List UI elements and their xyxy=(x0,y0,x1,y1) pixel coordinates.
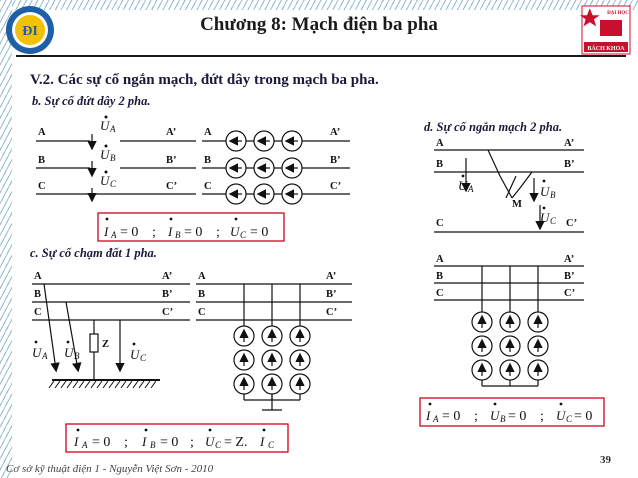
generator-cell xyxy=(282,131,302,151)
subsection-d-title: d. Sự cố ngắn mạch 2 pha. xyxy=(424,120,563,134)
eq-b-I-A: I xyxy=(104,224,109,239)
eq-c-I-A: I xyxy=(74,434,79,449)
eq-d-part-1: = 0 xyxy=(442,409,461,424)
subsection-c-title: c. Sự cố chạm đất 1 pha. xyxy=(30,246,157,260)
eq-c-part-1: = 0 xyxy=(92,435,111,450)
eq-b-part-2: ; xyxy=(152,225,156,240)
diag-b2-generators xyxy=(226,131,302,204)
diag-c-label-Z: Z xyxy=(102,339,110,350)
diag-b-label-A2: A’ xyxy=(166,127,177,138)
diag-c-label-B: B xyxy=(34,289,42,300)
logo-right-text-top: ĐẠI HỌC xyxy=(607,11,629,16)
diag-c-label-C2: C’ xyxy=(162,307,174,318)
diagram-d xyxy=(434,150,584,232)
footer-credit: Cơ sở kỹ thuật điện 1 - Nguyễn Việt Sơn - 2010 xyxy=(6,463,214,475)
generator-cell xyxy=(500,360,520,380)
diag-d2-label-C: C xyxy=(436,288,444,299)
diag-b-UA: U xyxy=(100,118,110,133)
diag-c-label-A: A xyxy=(34,271,42,282)
diag-d-UA-sub: A xyxy=(468,184,474,194)
eq-d-part-3: = 0 xyxy=(508,409,527,424)
eq-c-sub-C: C xyxy=(215,440,222,450)
diag-b2-label-A2: A’ xyxy=(330,127,341,138)
diag-c2-label-A: A xyxy=(198,271,206,282)
diag-c-UB: U xyxy=(64,345,74,360)
eq-c-part-4: ; xyxy=(190,435,194,450)
generator-cell xyxy=(500,336,520,356)
diag-d-label-B2: B’ xyxy=(564,159,575,170)
eq-c-sub-B: B xyxy=(150,440,156,450)
logo-right-text-bottom: BÁCH KHOA xyxy=(587,46,625,52)
diag-d-label-A: A xyxy=(436,138,444,149)
eq-d-part-4: ; xyxy=(540,409,544,424)
diag-c-label-C: C xyxy=(34,307,42,318)
generator-cell xyxy=(234,326,254,346)
eq-b-part-5: = 0 xyxy=(250,225,269,240)
eq-b-sub-A: A xyxy=(111,230,117,240)
generator-cell xyxy=(234,374,254,394)
diag-b2-label-B: B xyxy=(204,155,212,166)
diag-c-UA: U xyxy=(32,345,42,360)
diag-d-UB-sub: B xyxy=(550,190,556,200)
diag-d2-label-A: A xyxy=(436,254,444,265)
diag-b-label-B: B xyxy=(38,155,46,166)
diag-d-UC: U xyxy=(540,210,550,225)
eq-d-U-C: U xyxy=(556,408,566,423)
diag-c-label-A2: A’ xyxy=(162,271,173,282)
diag-b2-label-C: C xyxy=(204,181,212,192)
diag-b-label-A: A xyxy=(38,127,46,138)
generator-cell xyxy=(234,350,254,370)
diag-b-UC-sub: C xyxy=(110,179,117,189)
eq-b-I-B: I xyxy=(168,224,173,239)
generator-cell xyxy=(262,326,282,346)
generator-cell xyxy=(226,158,246,178)
eq-c-I-C: I xyxy=(260,434,265,449)
eq-b-sub-B: B xyxy=(175,230,181,240)
eq-d-sub-C: C xyxy=(566,414,573,424)
generator-cell xyxy=(262,374,282,394)
generator-cell xyxy=(290,350,310,370)
diag-c2-label-C2: C’ xyxy=(326,307,338,318)
diag-d-label-C: C xyxy=(436,218,444,229)
eq-b-part-1: = 0 xyxy=(120,225,139,240)
eq-b-part-4: ; xyxy=(216,225,220,240)
eq-d-part-5: = 0 xyxy=(574,409,593,424)
eq-c xyxy=(73,429,275,450)
diagram-d-lower xyxy=(434,266,584,300)
diag-d2-label-B: B xyxy=(436,271,444,282)
generator-cell xyxy=(254,184,274,204)
diag-b-label-B2: B’ xyxy=(166,155,177,166)
diag-d2-label-A2: A’ xyxy=(564,254,575,265)
diag-b-UA-sub: A xyxy=(110,124,116,134)
diag-d2-generators xyxy=(472,266,548,386)
diag-b-voltage-labels xyxy=(100,116,117,190)
diag-c2-label-C: C xyxy=(198,307,206,318)
diag-c2-label-B2: B’ xyxy=(326,289,337,300)
eq-d xyxy=(425,403,592,424)
eq-c-part-5: = Z. xyxy=(224,435,248,450)
diag-d-UB: U xyxy=(540,184,550,199)
generator-cell xyxy=(472,312,492,332)
diag-c-UB-sub: B xyxy=(74,351,80,361)
diag-c-UA-sub: A xyxy=(42,351,48,361)
diag-c2-label-A2: A’ xyxy=(326,271,337,282)
eq-b-U-C: U xyxy=(230,224,240,239)
generator-cell xyxy=(528,312,548,332)
diag-d-label-C2: C’ xyxy=(566,218,578,229)
generator-cell xyxy=(472,360,492,380)
diag-d-voltage-labels xyxy=(458,175,557,226)
eq-c-U-C: U xyxy=(205,434,215,449)
generator-cell xyxy=(472,336,492,356)
generator-cell xyxy=(282,184,302,204)
eq-d-I-A: I xyxy=(426,408,431,423)
generator-cell xyxy=(226,184,246,204)
diag-b-label-C: C xyxy=(38,181,46,192)
diagram-b-right xyxy=(202,141,350,194)
diag-b-UC: U xyxy=(100,173,110,188)
generator-cell xyxy=(254,131,274,151)
diag-d-label-M: M xyxy=(512,199,522,210)
subsection-b-title: b. Sự cố đứt dây 2 pha. xyxy=(32,94,151,108)
eq-d-part-2: ; xyxy=(474,409,478,424)
generator-cell xyxy=(290,374,310,394)
diag-d-label-A2: A’ xyxy=(564,138,575,149)
diag-b2-label-A: A xyxy=(204,127,212,138)
generator-cell xyxy=(282,158,302,178)
generator-cell xyxy=(262,350,282,370)
generator-cell xyxy=(226,131,246,151)
page-number: 39 xyxy=(600,454,611,466)
eq-b-sub-C: C xyxy=(240,230,247,240)
generator-cell xyxy=(528,360,548,380)
generator-cell xyxy=(290,326,310,346)
diag-b-UB-sub: B xyxy=(110,153,116,163)
eq-d-sub-A: A xyxy=(433,414,439,424)
diag-b2-label-B2: B’ xyxy=(330,155,341,166)
eq-b xyxy=(103,218,268,240)
diag-d-UC-sub: C xyxy=(550,216,557,226)
diag-b-label-C2: C’ xyxy=(166,181,178,192)
eq-c-part-2: ; xyxy=(124,435,128,450)
page-title: Chương 8: Mạch điện ba pha xyxy=(200,14,438,35)
generator-cell xyxy=(500,312,520,332)
diag-d2-label-B2: B’ xyxy=(564,271,575,282)
diag-b2-label-C2: C’ xyxy=(330,181,342,192)
diag-d-label-B: B xyxy=(436,159,444,170)
eq-c-I-B: I xyxy=(142,434,147,449)
eq-c-sub-C2: C xyxy=(268,440,275,450)
eq-c-sub-A: A xyxy=(82,440,88,450)
diag-d-UA: U xyxy=(458,178,468,193)
generator-cell xyxy=(254,158,274,178)
eq-d-sub-B: B xyxy=(500,414,506,424)
eq-c-part-3: = 0 xyxy=(160,435,179,450)
diag-c-label-B2: B’ xyxy=(162,289,173,300)
diag-b-UB: U xyxy=(100,147,110,162)
logo-left-text: ĐI xyxy=(22,24,38,39)
generator-cell xyxy=(528,336,548,356)
eq-b-part-3: = 0 xyxy=(184,225,203,240)
diag-c2-label-B: B xyxy=(198,289,206,300)
diag-d2-label-C2: C’ xyxy=(564,288,576,299)
diag-c-UC: U xyxy=(130,347,140,362)
ground-hatching xyxy=(49,381,156,388)
section-heading: V.2. Các sự cố ngắn mạch, đứt dây trong mạch ba pha. xyxy=(30,72,379,88)
diag-c-UC-sub: C xyxy=(140,353,147,363)
eq-d-U-B: U xyxy=(490,408,500,423)
